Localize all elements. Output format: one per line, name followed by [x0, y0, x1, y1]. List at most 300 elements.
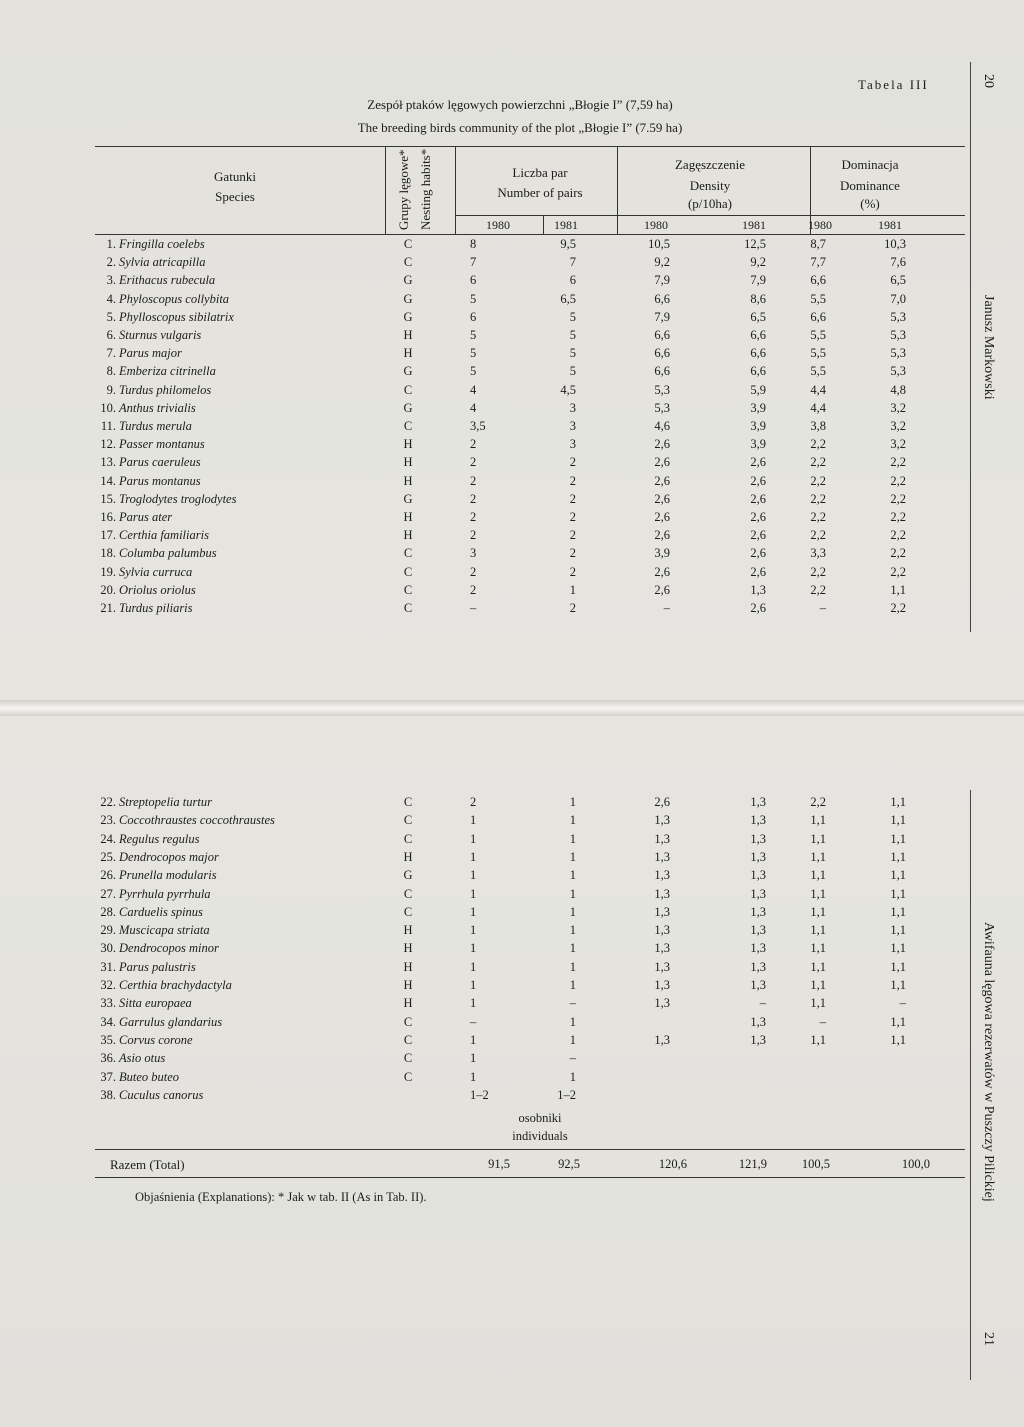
species-name: Regulus regulus	[119, 831, 200, 846]
pairs-1981: 1	[569, 813, 576, 828]
density-1981: 1,3	[750, 1032, 766, 1047]
individuals-en: individuals	[512, 1129, 568, 1143]
total-top-rule	[95, 1149, 965, 1150]
dominance-1981: 7,6	[890, 255, 906, 270]
nesting-group: H	[403, 346, 413, 361]
density-1980: 2,6	[654, 473, 670, 488]
nesting-group: C	[403, 831, 413, 846]
dominance-1980: 1,1	[810, 996, 826, 1011]
header-vline-short	[543, 215, 544, 234]
table-row	[0, 510, 1024, 528]
pairs-1981: 6,5	[560, 291, 576, 306]
dominance-1980: 5,5	[810, 328, 826, 342]
density-1980: 5,3	[654, 400, 670, 415]
dominance-1981: 2,2	[890, 473, 906, 488]
species-name: Erithacus rubecula	[119, 273, 216, 288]
nesting-group: C	[403, 1032, 413, 1047]
density-1980: 1,3	[654, 923, 670, 938]
dominance-1981: 2,2	[890, 601, 906, 615]
density-1981: 1,3	[750, 923, 766, 938]
dominance-1980: 1,1	[810, 941, 826, 956]
density-1980: 6,6	[654, 346, 670, 361]
density-1980: 10,5	[648, 237, 670, 251]
species-name: Certhia familiaris	[119, 528, 209, 543]
density-1980: 6,6	[654, 291, 670, 306]
pairs-1980: 1	[470, 1069, 477, 1084]
header-dominance-unit: (%)	[860, 196, 880, 211]
dominance-1980: 7,7	[810, 255, 826, 270]
dominance-1981: 1,1	[890, 941, 906, 956]
pairs-1980: 1	[470, 813, 477, 828]
pairs-1981: 2	[569, 564, 576, 579]
row-number: 8.	[106, 364, 116, 379]
pairs-1980: 6	[470, 309, 477, 324]
dominance-1981: 2,2	[890, 455, 906, 470]
density-1980: 6,6	[654, 328, 670, 342]
density-1980: 1,3	[654, 849, 670, 864]
pairs-1980: 2	[470, 795, 477, 809]
density-1981: 1,3	[750, 849, 766, 864]
nesting-group: G	[403, 364, 413, 379]
pairs-1981: 1	[569, 886, 576, 901]
row-number: 5.	[106, 309, 116, 324]
pairs-1981: 2	[569, 601, 576, 615]
pairs-1980: 4	[470, 382, 477, 397]
species-name: Columba palumbus	[119, 546, 217, 561]
dominance-1980: 1,1	[810, 1032, 826, 1047]
pairs-1981: 3	[569, 437, 576, 452]
row-number: 26.	[100, 868, 116, 883]
year-pairs-1981: 1981	[554, 218, 578, 232]
density-1981: 5,9	[750, 382, 766, 397]
dominance-1980: 2,2	[810, 491, 826, 506]
species-name: Sylvia atricapilla	[119, 255, 206, 270]
density-1980: 1,3	[654, 978, 670, 992]
density-1980: 1,3	[654, 996, 670, 1011]
species-name: Emberiza citrinella	[119, 364, 216, 379]
nesting-group: H	[403, 510, 413, 524]
pairs-1980: 3	[470, 546, 477, 561]
row-number: 22.	[100, 795, 116, 809]
table-row	[0, 1070, 1024, 1088]
pairs-1980: 5	[470, 346, 477, 361]
row-number: 1.	[106, 237, 116, 251]
pairs-1981: 4,5	[560, 382, 576, 397]
density-1980: 2,6	[654, 491, 670, 506]
density-1981: 6,5	[750, 309, 766, 324]
pairs-1980: 8	[470, 237, 477, 251]
dominance-1981: 3,2	[890, 419, 906, 433]
species-name: Turdus philomelos	[119, 382, 212, 397]
dominance-1980: 6,6	[810, 273, 826, 288]
dominance-1981: 1,1	[890, 1014, 906, 1029]
total-bottom-rule	[95, 1177, 965, 1178]
individuals-pl: osobniki	[518, 1111, 562, 1125]
dominance-1980: 2,2	[810, 528, 826, 543]
pairs-1981: 5	[569, 364, 576, 379]
species-name: Parus montanus	[119, 473, 201, 488]
dominance-1981: 5,3	[890, 364, 906, 379]
density-1980: 7,9	[654, 309, 670, 324]
dominance-1980: 2,2	[810, 564, 826, 579]
species-name: Streptopelia turtur	[119, 795, 212, 809]
species-name: Corvus corone	[119, 1032, 193, 1047]
dominance-1981: 1,1	[890, 886, 906, 901]
dominance-1980: –	[819, 1014, 826, 1029]
density-1981: 3,9	[750, 400, 766, 415]
table-row	[0, 474, 1024, 492]
density-1980: 1,3	[654, 831, 670, 846]
pairs-1980: 6	[470, 273, 477, 288]
pairs-1980: 1	[470, 978, 477, 992]
row-number: 14.	[100, 473, 116, 488]
row-number: 27.	[100, 886, 116, 901]
pairs-1981: 1	[569, 831, 576, 846]
pairs-1980: 1	[470, 923, 477, 938]
row-number: 4.	[106, 291, 116, 306]
table-row	[0, 383, 1024, 401]
pairs-1980: 1	[470, 904, 477, 919]
row-number: 12.	[100, 437, 116, 452]
density-1980: 1,3	[654, 959, 670, 974]
pairs-1981: 1	[569, 904, 576, 919]
dominance-1981: 1,1	[890, 1032, 906, 1047]
dominance-1980: 4,4	[810, 400, 826, 415]
header-dominance-pl: Dominacja	[841, 157, 899, 172]
pairs-1981: 9,5	[560, 237, 576, 251]
dominance-1981: 3,2	[890, 400, 906, 415]
row-number: 23.	[100, 813, 116, 828]
species-name: Cuculus canorus	[119, 1087, 204, 1102]
header-species-pl: Gatunki	[214, 169, 256, 184]
species-name: Garrulus glandarius	[119, 1014, 223, 1029]
density-1981: 1,3	[750, 886, 766, 901]
nesting-group: C	[403, 1051, 413, 1066]
density-1981: 1,3	[750, 831, 766, 846]
table-row	[0, 1088, 1024, 1106]
nesting-group: H	[403, 923, 413, 938]
dominance-1980: 2,2	[810, 510, 826, 524]
pairs-1981: 1	[569, 923, 576, 938]
pairs-1981: 5	[569, 346, 576, 361]
dominance-1980: 2,2	[810, 437, 826, 452]
total-dominance-1980: 100,5	[801, 1157, 830, 1171]
table-row	[0, 565, 1024, 583]
year-pairs-1980: 1980	[486, 218, 510, 232]
pairs-1980: 1	[470, 941, 477, 956]
pairs-1980: 5	[470, 328, 477, 342]
table-row	[0, 237, 1024, 255]
pairs-1980: 1	[470, 849, 477, 864]
running-head-author: Janusz Markowski	[981, 295, 996, 400]
year-dominance-1980: 1980	[808, 218, 832, 232]
pairs-1981: –	[569, 996, 576, 1011]
pairs-1981: 2	[569, 473, 576, 488]
pairs-1981: 3	[569, 400, 576, 415]
nesting-group: H	[403, 455, 413, 470]
pairs-1980: 1	[470, 1032, 477, 1047]
dominance-1980: 2,2	[810, 795, 826, 809]
pairs-1980: 2	[470, 455, 477, 470]
nesting-group: C	[403, 813, 413, 828]
dominance-1981: 1,1	[890, 959, 906, 974]
density-1981: 1,3	[750, 1014, 766, 1029]
density-1981: 2,6	[750, 546, 766, 561]
pairs-1980: 2	[470, 564, 477, 579]
dominance-1980: 2,2	[810, 473, 826, 488]
row-number: 20.	[100, 582, 116, 597]
page-fold	[0, 700, 1024, 716]
dominance-1981: 2,2	[890, 528, 906, 543]
pairs-1981: 2	[569, 491, 576, 506]
nesting-group: G	[403, 868, 413, 883]
col-divider-2	[455, 146, 456, 234]
page-number-bottom: 21	[981, 1332, 996, 1346]
pairs-1980: 4	[470, 400, 477, 415]
density-1981: 8,6	[750, 291, 766, 306]
header-top-rule	[95, 146, 965, 147]
species-name: Certhia brachydactyla	[119, 978, 232, 992]
dominance-1980: 2,2	[810, 455, 826, 470]
nesting-group: H	[403, 996, 413, 1011]
density-1981: 1,3	[750, 941, 766, 956]
species-name: Sylvia curruca	[119, 564, 193, 579]
dominance-1981: 2,2	[890, 564, 906, 579]
pairs-1981: 2	[569, 455, 576, 470]
pairs-1981: 1	[569, 978, 576, 992]
dominance-1981: 2,2	[890, 491, 906, 506]
dominance-1980: 2,2	[810, 582, 826, 597]
density-1981: 7,9	[750, 273, 766, 288]
dominance-1981: 1,1	[890, 904, 906, 919]
total-pairs-1980: 91,5	[488, 1157, 510, 1171]
header-bottom-rule	[95, 234, 965, 235]
pairs-1980: 3,5	[470, 419, 486, 433]
pairs-1981: 2	[569, 528, 576, 543]
dominance-1980: 1,1	[810, 886, 826, 901]
dominance-1980: 3,8	[810, 419, 826, 433]
nesting-group: H	[403, 437, 413, 452]
nesting-group: C	[403, 255, 413, 270]
row-number: 25.	[100, 849, 116, 864]
species-name: Oriolus oriolus	[119, 582, 196, 597]
dominance-1981: 1,1	[890, 831, 906, 846]
species-name: Buteo buteo	[119, 1069, 180, 1084]
species-name: Muscicapa striata	[119, 923, 210, 938]
row-number: 28.	[100, 904, 116, 919]
header-groups-pl: Grupy lęgowe*	[396, 149, 411, 230]
table-row	[0, 437, 1024, 455]
density-1980: 7,9	[654, 273, 670, 288]
species-name: Prunella modularis	[119, 868, 217, 883]
table-row	[0, 887, 1024, 905]
density-1981: 3,9	[750, 419, 766, 433]
nesting-group: C	[403, 886, 413, 901]
species-name: Passer montanus	[119, 437, 205, 452]
dominance-1981: 4,8	[890, 382, 906, 397]
row-number: 37.	[100, 1069, 116, 1084]
margin-rule-bottom	[970, 790, 971, 1380]
species-name: Anthus trivialis	[119, 400, 196, 415]
table-row	[0, 401, 1024, 419]
density-1980: 2,6	[654, 795, 670, 809]
nesting-group: C	[403, 582, 413, 597]
nesting-group: H	[403, 473, 413, 488]
dominance-1981: 1,1	[890, 868, 906, 883]
year-dominance-1981: 1981	[878, 218, 902, 232]
pairs-1980: 1	[470, 886, 477, 901]
dominance-1980: 4,4	[810, 382, 826, 397]
nesting-group: C	[403, 382, 413, 397]
table-row	[0, 310, 1024, 328]
dominance-1981: 6,5	[890, 273, 906, 288]
species-name: Phylloscopus sibilatrix	[119, 309, 234, 324]
table-row	[0, 546, 1024, 564]
table-row	[0, 346, 1024, 364]
pairs-1981: 1	[569, 582, 576, 597]
pairs-1980: 1	[470, 996, 477, 1011]
table-row	[0, 328, 1024, 346]
species-name: Carduelis spinus	[119, 904, 203, 919]
row-number: 13.	[100, 455, 116, 470]
density-1981: 2,6	[750, 473, 766, 488]
pairs-1980: 1	[470, 868, 477, 883]
margin-rule-top	[970, 62, 971, 632]
table-row	[0, 868, 1024, 886]
density-1980: 1,3	[654, 1032, 670, 1047]
density-1981: 6,6	[750, 328, 766, 342]
nesting-group: C	[403, 546, 413, 561]
species-name: Fringilla coelebs	[119, 237, 205, 251]
dominance-1980: 1,1	[810, 868, 826, 883]
dominance-1981: –	[899, 996, 906, 1011]
table-row	[0, 583, 1024, 601]
nesting-group: C	[403, 1014, 413, 1029]
density-1981: 1,3	[750, 582, 766, 597]
nesting-group: H	[403, 978, 413, 992]
table-row	[0, 795, 1024, 813]
species-name: Pyrrhula pyrrhula	[119, 886, 211, 901]
row-number: 30.	[100, 941, 116, 956]
density-1980: 6,6	[654, 364, 670, 379]
table-row	[0, 273, 1024, 291]
dominance-1980: 6,6	[810, 309, 826, 324]
row-number: 2.	[106, 255, 116, 270]
pairs-1981: 2	[569, 546, 576, 561]
density-1980: 2,6	[654, 582, 670, 597]
nesting-group: H	[403, 328, 413, 342]
dominance-1980: 1,1	[810, 978, 826, 992]
pairs-1981: 1	[569, 959, 576, 974]
page-number-top: 20	[981, 74, 996, 88]
row-number: 36.	[100, 1051, 116, 1066]
table-row	[0, 832, 1024, 850]
nesting-group: C	[403, 237, 413, 251]
header-pairs-en: Number of pairs	[497, 185, 583, 200]
pairs-1980: 2	[470, 473, 477, 488]
species-name: Parus palustris	[119, 959, 196, 974]
dominance-1981: 1,1	[890, 582, 906, 597]
species-name: Phyloscopus collybita	[119, 291, 230, 306]
dominance-1981: 1,1	[890, 813, 906, 828]
nesting-group: C	[403, 1069, 413, 1084]
table-row	[0, 813, 1024, 831]
nesting-group: H	[403, 528, 413, 543]
table-row	[0, 528, 1024, 546]
dominance-1980: 1,1	[810, 831, 826, 846]
pairs-1980: 2	[470, 437, 477, 452]
header-year-rule	[455, 215, 965, 216]
pairs-1980: –	[470, 1014, 477, 1029]
density-1980: 3,9	[654, 546, 670, 561]
pairs-1980: 1	[470, 831, 477, 846]
pairs-1981: 1	[569, 941, 576, 956]
dominance-1981: 7,0	[890, 291, 906, 306]
header-density-unit: (p/10ha)	[687, 196, 733, 211]
dominance-1981: 1,1	[890, 849, 906, 864]
nesting-group: G	[403, 491, 413, 506]
nesting-group: C	[403, 601, 413, 615]
table-label: Tabela III	[858, 77, 929, 92]
row-number: 18.	[100, 546, 116, 561]
pairs-1980: 2	[470, 528, 477, 543]
dominance-1981: 2,2	[890, 546, 906, 561]
row-number: 24.	[100, 831, 116, 846]
header-density-en: Density	[689, 178, 731, 193]
dominance-1980: 1,1	[810, 849, 826, 864]
pairs-1981: 5	[569, 328, 576, 342]
density-1981: 2,6	[750, 510, 766, 524]
dominance-1981: 1,1	[890, 923, 906, 938]
dominance-1980: 5,5	[810, 346, 826, 361]
pairs-1981: 1	[569, 1032, 576, 1047]
pairs-1981: 5	[569, 309, 576, 324]
row-number: 38.	[100, 1087, 116, 1102]
nesting-group: C	[403, 419, 413, 433]
row-number: 6.	[106, 328, 116, 342]
density-1981: 6,6	[750, 346, 766, 361]
col-divider-3	[617, 146, 618, 234]
row-number: 15.	[100, 491, 116, 506]
pairs-1980: 1	[470, 1051, 477, 1066]
density-1980: 2,6	[654, 437, 670, 452]
density-1981: 2,6	[750, 601, 766, 615]
species-name: Turdus piliaris	[119, 601, 193, 615]
pairs-1981: –	[569, 1051, 576, 1066]
row-number: 16.	[100, 510, 116, 524]
dominance-1981: 2,2	[890, 510, 906, 524]
row-number: 10.	[100, 400, 116, 415]
species-name: Asio otus	[119, 1051, 166, 1066]
table-row	[0, 455, 1024, 473]
density-1980: 9,2	[654, 255, 670, 270]
density-1980: 1,3	[654, 904, 670, 919]
nesting-group: G	[403, 291, 413, 306]
pairs-1980: 7	[470, 255, 477, 270]
pairs-1980: –	[470, 601, 477, 615]
density-1980: 1,3	[654, 813, 670, 828]
row-number: 3.	[106, 273, 116, 288]
nesting-group: H	[403, 959, 413, 974]
dominance-1980: 1,1	[810, 959, 826, 974]
table-row	[0, 1015, 1024, 1033]
pairs-1981: 1	[569, 1069, 576, 1084]
table-row	[0, 292, 1024, 310]
dominance-1980: 5,5	[810, 364, 826, 379]
table-title-en: The breeding birds community of the plot „Błogie I” (7.59 ha)	[357, 120, 683, 135]
table-row	[0, 419, 1024, 437]
nesting-group: C	[403, 564, 413, 579]
